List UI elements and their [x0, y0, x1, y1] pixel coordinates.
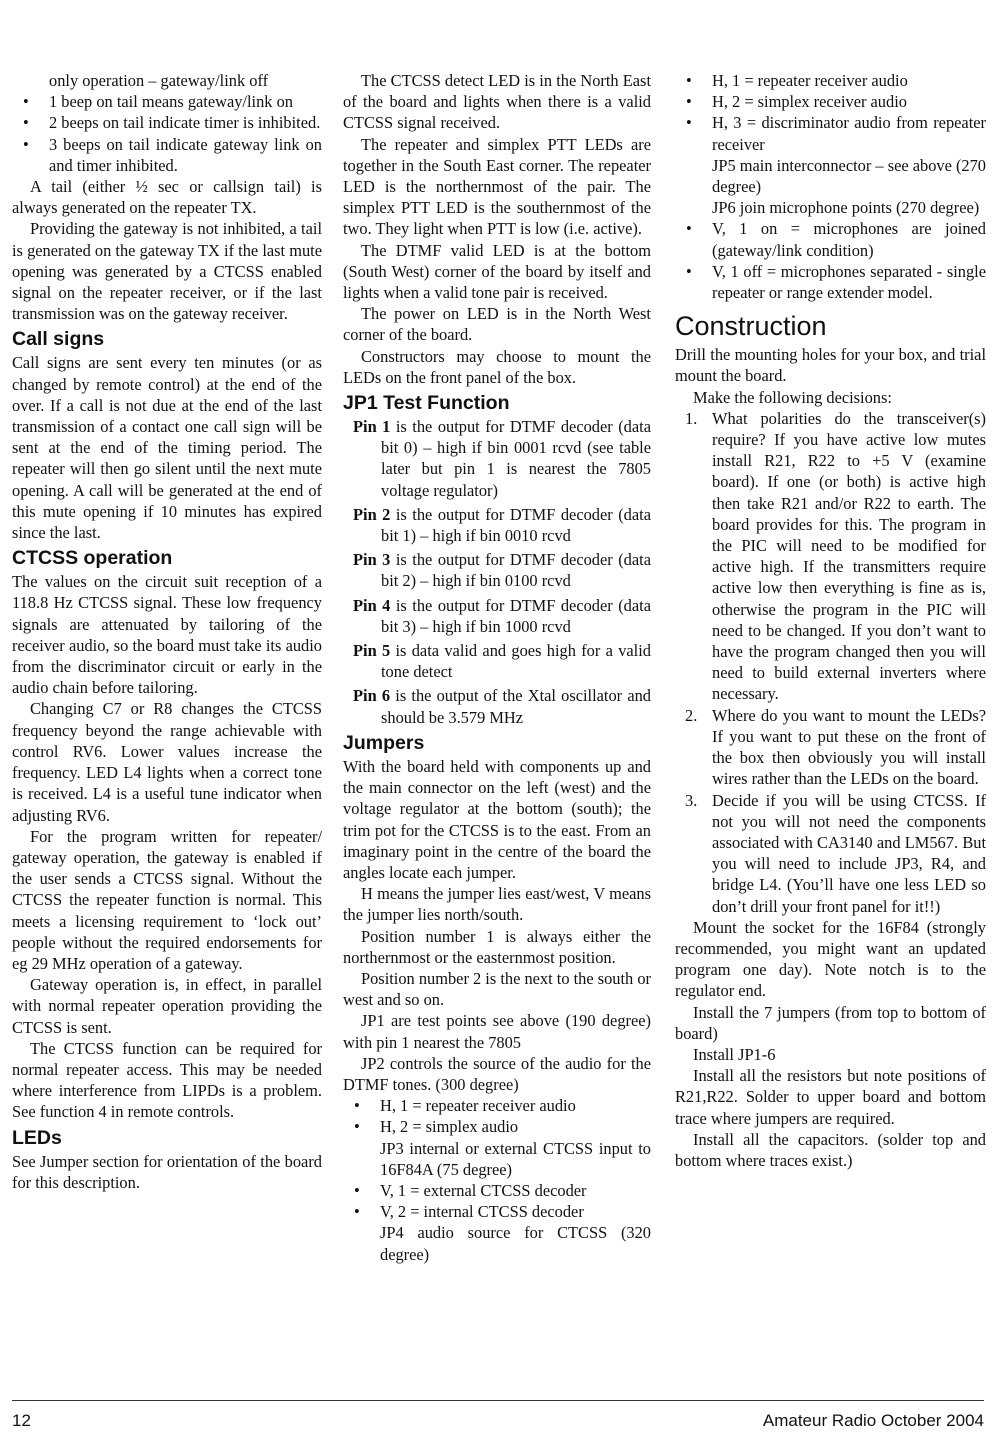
bullet-icon: • — [23, 134, 29, 154]
bullet-icon: • — [686, 261, 692, 281]
publication-footer: Amateur Radio October 2004 — [762, 1411, 984, 1430]
paragraph: For the program written for repeater/ gateway operation, the gateway is enabled if the user sends a CTCSS signal. Without the CTCSS the repeater function is normal. This meets a licensing requirement to ‘lock out’ people without the required endorsements for eg 29 MHz operation of a gateway. — [12, 826, 322, 973]
bullet-icon: • — [354, 1117, 360, 1137]
bullet-icon: • — [354, 1202, 360, 1222]
pin-description: Pin 3 is the output for DTMF decoder (data bit 2) – high if bin 0100 rcvd — [353, 550, 651, 591]
pin-description: Pin 5 is data valid and goes high for a valid tone detect — [353, 641, 651, 682]
page-number: 12 — [12, 1411, 31, 1430]
list-item: • V, 1 on = microphones are joined (gateway/link condition) — [686, 219, 986, 260]
jumper-description: JP6 join microphone points (270 degree) — [712, 198, 980, 218]
paragraph: Install all the resistors but note positions of R21,R22. Solder to upper board and bottom trace where jumpers are required. — [675, 1066, 986, 1128]
paragraph: Drill the mounting holes for your box, and trial mount the board. — [675, 345, 986, 386]
paragraph: Position number 1 is always either the northernmost or the easternmost position. — [343, 926, 651, 967]
list-item: • V, 1 off = microphones separated - single repeater or range extender model. — [686, 261, 986, 303]
bullet-icon: • — [354, 1096, 360, 1116]
section-heading-leds: LEDs — [12, 1126, 62, 1149]
list-item: 2. Where do you want to mount the LEDs? If you want to put these on the front of the box then obviously you will install wires rather than the LEDs on the board. — [685, 705, 986, 789]
list-item: • H, 3 = discriminator audio from repeater receiver — [686, 113, 986, 154]
list-item: • 2 beeps on tail indicate timer is inhibited. — [23, 113, 321, 133]
list-item: • H, 2 = simplex audio — [354, 1117, 519, 1137]
bullet-icon: • — [686, 113, 692, 133]
decision-list — [675, 408, 986, 917]
section-heading-construction: Construction — [675, 311, 827, 342]
section-heading-ctcss-operation: CTCSS operation — [12, 547, 173, 570]
paragraph: Make the following decisions: — [693, 387, 892, 407]
list-item: • V, 1 = external CTCSS decoder — [354, 1180, 587, 1200]
paragraph: Install the 7 jumpers (from top to bottom of board) — [675, 1002, 986, 1043]
paragraph: A tail (either ½ sec or callsign tail) is always generated on the repeater TX. — [12, 177, 322, 218]
list-item: • 1 beep on tail means gateway/link on — [23, 92, 293, 112]
paragraph: Gateway operation is, in effect, in parallel with normal repeater operation providing the CTCSS is sent. — [12, 975, 322, 1037]
jp3-options-list — [343, 1180, 651, 1222]
list-item: • H, 2 = simplex receiver audio — [686, 92, 907, 112]
paragraph: Mount the socket for the 16F84 (strongly recommended, you might want an updated program one day). Note notch is to the regulator end. — [675, 917, 986, 1001]
paragraph: See Jumper section for orientation of the board for this description. — [12, 1151, 322, 1192]
paragraph: Install JP1-6 — [693, 1044, 776, 1064]
paragraph: The values on the circuit suit reception of a 118.8 Hz CTCSS signal. These low frequency signals are attenuated by tailoring of the receiver audio, so the board must take its audio from the discriminator circuit or early in the audio chain before tailoring. — [12, 572, 322, 698]
bullet-icon: • — [23, 92, 29, 112]
column-3 — [675, 70, 986, 1171]
paragraph: Changing C7 or R8 changes the CTCSS frequency beyond the range achievable with control RV6. Lower values increase the frequency. LED L4 lights when a correct tone is received. L4 is a useful tune indicator when adjusting RV6. — [12, 699, 322, 825]
bullet-continuation: only operation – gateway/link off — [49, 71, 269, 90]
list-item: • V, 2 = internal CTCSS decoder — [354, 1202, 584, 1222]
pin-description: Pin 6 is the output of the Xtal oscillator and should be 3.579 MHz — [353, 686, 651, 727]
list-item: • H, 1 = repeater receiver audio — [686, 71, 908, 90]
bullet-icon: • — [686, 92, 692, 112]
paragraph: The power on LED is in the North West corner of the board. — [343, 304, 651, 345]
jumper-description: JP5 main interconnector – see above (270 degree) — [712, 155, 987, 197]
bullet-icon: • — [354, 1180, 360, 1200]
list-item: • H, 1 = repeater receiver audio — [354, 1096, 576, 1116]
list-item: 3. Decide if you will be using CTCSS. If not you will not need the components associated with CA3140 and LM567. But you will need to include JP3, R4, and bridge L4. (You’ll have one less LED so don’t drill your front panel for it!!) — [685, 790, 986, 916]
section-heading-jp1-test-function: JP1 Test Function — [343, 392, 510, 415]
paragraph: The DTMF valid LED is at the bottom (South West) corner of the board by itself and lights when a valid tone pair is received. — [343, 240, 651, 303]
list-item: 1. What polarities do the transceiver(s) require? If you have active low mutes install R21, R22 to +5 V (examine board). If one (or both) is active high then take R21 and/or R22 to earth. The board provides for this. The program in the PIC will need to be modified for active high. If the transmitters require active low then everything is fine as is, otherwise the program in the PIC will need to be changed. If you don’t want to have the program changed then you will need to build external inverters where necessary. — [685, 408, 986, 704]
paragraph: Providing the gateway is not inhibited, a tail is generated on the gateway TX if the last mute opening was generated by a CTCSS enabled signal on the repeater receiver, or if the last transmission was on the gateway receiver. — [12, 219, 322, 324]
jumper-description: JP4 audio source for CTCSS (320 degree) — [380, 1223, 651, 1264]
jp4-options-list — [675, 70, 986, 155]
paragraph: JP1 are test points see above (190 degree) with pin 1 nearest the 7805 — [343, 1011, 651, 1052]
tail-beep-list — [12, 91, 322, 176]
paragraph: Install all the capacitors. (solder top and bottom where traces exist.) — [675, 1129, 986, 1170]
paragraph: The CTCSS detect LED is in the North East of the board and lights when there is a valid CTCSS signal received. — [343, 71, 651, 133]
bullet-icon: • — [23, 113, 29, 133]
bullet-icon: • — [686, 71, 692, 90]
paragraph: The CTCSS function can be required for normal repeater access. This may be needed where interference from LIPDs is a problem. See function 4 in remote controls. — [12, 1038, 322, 1122]
pin-description: Pin 2 is the output for DTMF decoder (data bit 1) – high if bin 0010 rcvd — [353, 504, 651, 546]
jumper-description: JP3 internal or external CTCSS input to 16F84A (75 degree) — [380, 1138, 651, 1179]
paragraph: H means the jumper lies east/west, V means the jumper lies north/south. — [343, 884, 651, 925]
list-item: • 3 beeps on tail indicate gateway link on and timer inhibited. — [23, 134, 322, 175]
paragraph: The repeater and simplex PTT LEDs are together in the South East corner. The repeater LED is the northernmost of the pair. The simplex PTT LED is the southernmost of the two. They light when PTT is low (i.e. active). — [343, 134, 651, 239]
list-number: 1. — [685, 408, 698, 428]
bullet-icon: • — [686, 219, 692, 239]
paragraph: With the board held with components up and the main connector on the left (west) and the voltage regulator at the bottom (south); the trim pot for the CTCSS is to the east. From an imaginary point in the centre of the board the angles locate each jumper. — [343, 756, 651, 882]
section-heading-call-signs: Call signs — [12, 328, 105, 351]
column-2 — [343, 70, 651, 1265]
paragraph: Position number 2 is the next to the south or west and so on. — [343, 968, 652, 1010]
column-1 — [12, 70, 322, 1193]
paragraph: JP2 controls the source of the audio for the DTMF tones. (300 degree) — [343, 1053, 651, 1094]
pin-description: Pin 1 is the output for DTMF decoder (data bit 0) – high if bin 0001 rcvd (see table later but pin 1 is nearest the 7805 voltage regulator) — [353, 417, 651, 500]
list-number: 2. — [685, 705, 698, 725]
list-number: 3. — [685, 790, 698, 810]
section-heading-jumpers: Jumpers — [343, 731, 425, 754]
paragraph: Call signs are sent every ten minutes (or as changed by remote control) at the end of the over. If a call is not due at the end of the last transmission of a contact one call sign will be sent at the end of the timing period. The repeater will then go silent until the next mute opening. A call will be generated at the end of this mute opening if 10 minutes has expired since the last. — [12, 353, 322, 543]
footer-divider — [12, 1400, 984, 1401]
pin-description: Pin 4 is the output for DTMF decoder (data bit 3) – high if bin 1000 rcvd — [353, 595, 651, 636]
jp6-options-list — [675, 218, 986, 303]
paragraph: Constructors may choose to mount the LEDs on the front panel of the box. — [343, 346, 651, 387]
jp2-options-list — [343, 1095, 651, 1137]
